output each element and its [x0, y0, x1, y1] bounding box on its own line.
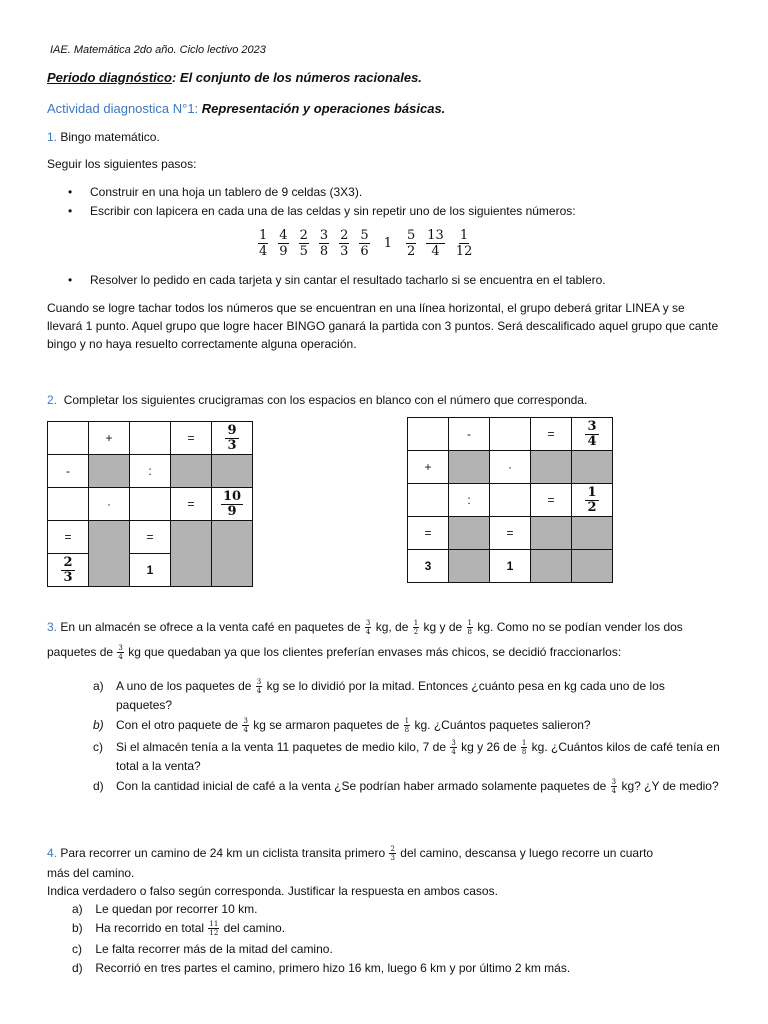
activity-label: Actividad diagnostica N°1:	[47, 101, 199, 116]
crossword-operator: =	[408, 517, 449, 550]
crossword-cell[interactable]	[48, 488, 89, 521]
crossword-blocked	[171, 455, 212, 488]
crossword-blocked	[449, 451, 490, 484]
crossword-operator: ·	[490, 451, 531, 484]
crossword-operator: =	[171, 422, 212, 455]
crossword-blocked	[449, 517, 490, 550]
number-fraction: $\frac{1}{4}$	[259, 228, 268, 259]
crossword-cell[interactable]	[490, 484, 531, 517]
crossword-operator: =	[48, 521, 89, 554]
crossword-operator: :	[449, 484, 490, 517]
crossword-operator: =	[531, 418, 572, 451]
activity-subtitle: Representación y operaciones básicas.	[198, 101, 446, 116]
crossword-value: 1	[490, 550, 531, 583]
crossword-value: 1	[130, 554, 171, 587]
crossword-value: 3	[408, 550, 449, 583]
number-fraction: $\frac{2}{3}$	[340, 228, 349, 259]
crossword-operator: =	[490, 517, 531, 550]
document-header: IAE. Matemática 2do año. Ciclo lectivo 2023	[50, 44, 266, 56]
crossword-blocked	[531, 517, 572, 550]
crossword-cell[interactable]	[48, 422, 89, 455]
question-4c: c) Le falta recorrer más de la mitad del camino.	[72, 942, 333, 956]
title-underlined: Periodo diagnóstico	[47, 70, 172, 85]
crossword-cell[interactable]	[130, 422, 171, 455]
crossword-operator: -	[449, 418, 490, 451]
crossword-blocked	[531, 550, 572, 583]
page-title	[47, 70, 422, 85]
number-whole: 1	[383, 236, 392, 251]
question-4a: a) Le quedan por recorrer 10 km.	[72, 902, 258, 916]
crossword-cell[interactable]	[408, 418, 449, 451]
crossword-value: $\frac{1}{2}$	[572, 484, 613, 517]
crossword-value: $\frac{2}{3}$	[48, 554, 89, 587]
crossword-blocked	[89, 455, 130, 488]
steps-heading: Seguir los siguientes pasos:	[47, 157, 197, 171]
crossword-blocked	[572, 451, 613, 484]
activity-heading	[47, 101, 445, 116]
crossword-blocked	[572, 550, 613, 583]
number-fraction: $\frac{2}{5}$	[299, 228, 308, 259]
bullet-item: • Resolver lo pedido en cada tarjeta y sin cantar el resultado tacharlo si se encuentra en el tablero.	[90, 273, 606, 287]
number-fraction: $\frac{13}{4}$	[427, 228, 444, 259]
question-4b: b) Ha recorrido en total $\frac{11}{12}$ del camino.	[72, 920, 286, 938]
number-fraction: $\frac{3}{8}$	[319, 228, 329, 259]
crossword-operator: +	[408, 451, 449, 484]
bullet-item: • Escribir con lapicera en cada una de las celdas y sin repetir uno de los siguientes números:	[90, 204, 576, 218]
number-fraction: $\frac{5}{6}$	[360, 228, 369, 259]
crossword-blocked	[89, 521, 130, 587]
section-3-intro-line-1: 3. En un almacén se ofrece a la venta café en paquetes de $\frac{3}{4}$ kg, de $\frac{1}{2}$ kg y de $\frac{1}{8}$ kg. Como no se podían vender los dos	[47, 619, 683, 637]
section-2-heading: 2. Completar los siguientes crucigramas con los espacios en blanco con el número que corresponda.	[47, 393, 588, 407]
crossword-2	[407, 417, 613, 583]
question-4d: d) Recorrió en tres partes el camino, primero hizo 16 km, luego 6 km y por último 2 km más.	[72, 961, 571, 975]
section-4-instructions: Indica verdadero o falso según corresponda. Justificar la respuesta en ambos casos.	[47, 884, 498, 898]
crossword-blocked	[212, 521, 253, 587]
crossword-cell[interactable]	[408, 484, 449, 517]
title-rest: : El conjunto de los números racionales.	[171, 70, 422, 85]
crossword-operator: =	[171, 488, 212, 521]
question-3d: d) Con la cantidad inicial de café a la venta ¿Se podrían haber armado solamente paquetes de $\frac{3}{4}$ kg? ¿Y de medio?	[93, 778, 719, 796]
crossword-operator: =	[130, 521, 171, 554]
section-3-intro-line-2: paquetes de $\frac{3}{4}$ kg que quedaban ya que los clientes preferían envases más chicos, se decidió fraccionarlos:	[47, 644, 622, 662]
number-fraction: $\frac{5}{2}$	[406, 228, 416, 259]
number-fraction: $\frac{1}{12}$	[455, 228, 473, 259]
crossword-value: $\frac{9}{3}$	[212, 422, 253, 455]
crossword-cell[interactable]	[130, 488, 171, 521]
section-4-intro-line-1: 4. Para recorrer un camino de 24 km un ciclista transita primero $\frac{2}{3}$ del camino, descansa y luego recorre un cuarto	[47, 845, 654, 863]
bullet-item: • Construir en una hoja un tablero de 9 celdas (3X3).	[90, 185, 362, 199]
question-3a: a) A uno de los paquetes de $\frac{3}{4}$ kg se lo dividió por la mitad. Entonces ¿cuánto pesa en kg cada uno de los paquetes?	[93, 678, 665, 712]
crossword-blocked	[171, 521, 212, 587]
crossword-blocked	[212, 455, 253, 488]
crossword-value: $\frac{3}{4}$	[572, 418, 613, 451]
crossword-value: $\frac{10}{9}$	[212, 488, 253, 521]
number-fraction: $\frac{4}{9}$	[279, 228, 288, 259]
crossword-cell[interactable]	[490, 418, 531, 451]
crossword-operator: ·	[89, 488, 130, 521]
crossword-operator: +	[89, 422, 130, 455]
bingo-rules-paragraph: Cuando se logre tachar todos los números que se encuentran en una línea horizontal, el grupo deberá gritar LINEA y se llevará 1 punto. Aquel grupo que logre hacer BINGO ganará la partida con 3 puntos. Será descalificado aquel grupo que cante bingo y no haya resuelto correctamente alguna operación.	[47, 301, 719, 351]
crossword-operator: -	[48, 455, 89, 488]
crossword-blocked	[572, 517, 613, 550]
section-1-heading: 1. Bingo matemático.	[47, 130, 160, 144]
question-3b: b) Con el otro paquete de $\frac{3}{4}$ kg se armaron paquetes de $\frac{1}{8}$ kg. ¿Cuántos paquetes salieron?	[93, 717, 591, 735]
bingo-numbers	[258, 228, 473, 259]
crossword-operator: :	[130, 455, 171, 488]
crossword-1	[47, 421, 253, 587]
section-4-intro-line-2: más del camino.	[47, 866, 135, 880]
crossword-operator: =	[531, 484, 572, 517]
crossword-blocked	[531, 451, 572, 484]
crossword-blocked	[449, 550, 490, 583]
question-3c: c) Si el almacén tenía a la venta 11 paquetes de medio kilo, 7 de $\frac{3}{4}$ kg y 26 de $\frac{1}{8}$ kg. ¿Cuántos kilos de café tenía en total a la venta?	[93, 739, 720, 773]
